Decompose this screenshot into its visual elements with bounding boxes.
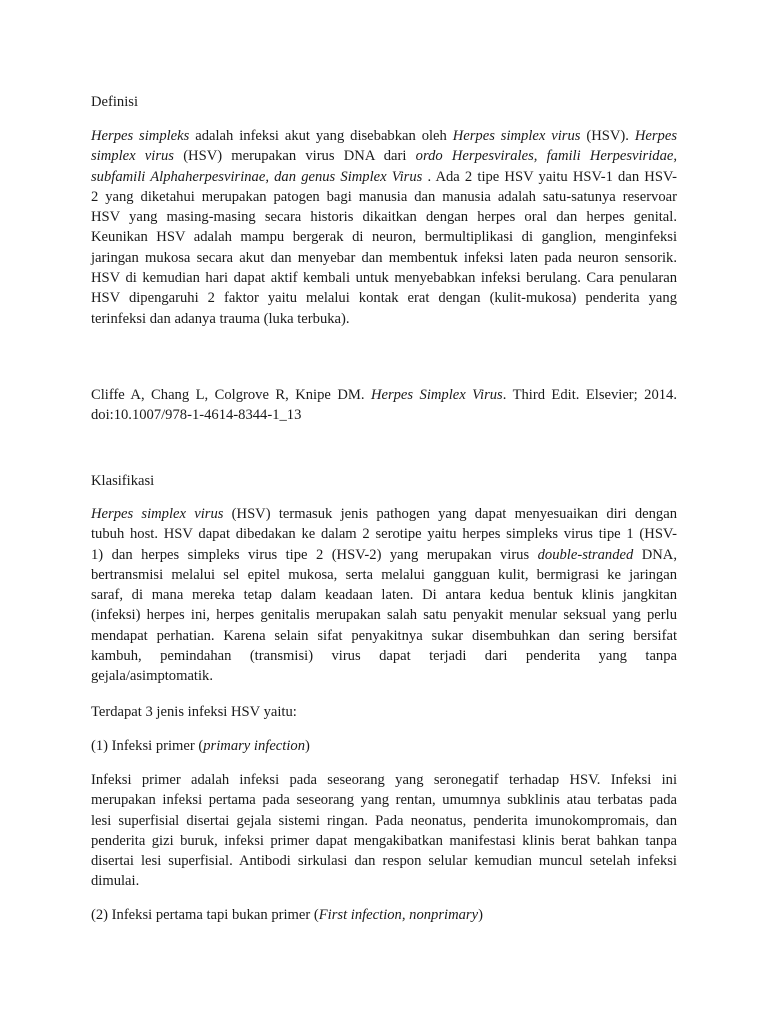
- text-line: kambuh, pemindahan (transmisi) virus dapat terjadi dari penderita yang tanpa: [91, 648, 677, 665]
- text-line: disertai lesi superfisial. Antibodi sirkulasi dan respon selular kemudian muncul setelah infeksi: [91, 853, 677, 870]
- text-line: subfamili Alphaherpesvirinae, dan genus Simplex Virus . Ada 2 tipe HSV yaitu HSV-1 dan HSV-: [91, 168, 677, 185]
- text-line: simplex virus (HSV) merupakan virus DNA dari ordo Herpesvirales, famili Herpesviridae,: [91, 148, 678, 165]
- text-line: Keunikan HSV adalah mampu bergerak di neuron, bermultiplikasi di ganglion, menginfeksi: [91, 229, 677, 246]
- text-line: saraf, di mana mereka tetap dalam keadaan laten. Di antara kedua bentuk klinis jangkitan: [91, 587, 677, 604]
- list-item-2-heading: (2) Infeksi pertama tapi bukan primer (First infection, nonprimary): [91, 907, 483, 923]
- paragraph-definisi: [91, 126, 677, 329]
- text-line: lesi superfisial disertai gejala sistemi ringan. Pada neonatus, penderita imunokompromais, dan: [91, 812, 677, 829]
- text-line: terinfeksi dan adanya trauma (luka terbuka).: [91, 310, 350, 327]
- text-line: merupakan infeksi pertama pada seseorang yang rentan, umumnya subklinis atau terbatas pada: [91, 792, 677, 809]
- text-line: tubuh host. HSV dapat dibedakan ke dalam 2 serotipe yaitu herpes simpleks virus tipe 1 (HSV-: [91, 526, 677, 543]
- text-line: bertransmisi melalui sel epitel mukosa, serta melalui gangguan kulit, bermigrasi ke jaringan: [91, 566, 677, 583]
- text-line: 1) dan herpes simpleks virus tipe 2 (HSV-2) yang merupakan virus double-stranded DNA,: [91, 546, 677, 563]
- text-line: (infeksi) herpes ini, herpes genitalis merupakan salah satu penyakit menular seksual yang perlu: [91, 607, 677, 624]
- text-line: jaringan mukosa secara akut dan menyebar dan membentuk infeksi laten pada neuron sensorik.: [91, 249, 677, 266]
- reference-citation: [91, 385, 677, 426]
- text-line: 2 yang diketahui merupakan patogen bagi manusia dan manusia adalah satu-satunya reservoar: [91, 188, 677, 205]
- reference-doi: doi:10.1007/978-1-4614-8344-1_13: [91, 407, 302, 424]
- paragraph-infeksi-primer: [91, 770, 677, 892]
- text-line: HSV dipengaruhi 2 faktor yaitu melalui kontak erat dengan (kulit-mukosa) penderita yang: [91, 290, 677, 307]
- italic-term: Herpes simpleks: [91, 128, 190, 144]
- text-line: Herpes simpleks adalah infeksi akut yang disebabkan oleh Herpes simplex virus (HSV). Herpes: [91, 128, 677, 144]
- text-line: mendapat perhatian. Karena selain sifat penyakitnya sukar disembuhkan dan sering bersifat: [91, 627, 677, 644]
- heading-klasifikasi: Klasifikasi: [91, 473, 155, 489]
- list-item-1-heading: (1) Infeksi primer (primary infection): [91, 738, 310, 754]
- text-line: HSV yang masing-masing secara historis dikaitkan dengan herpes oral dan herpes genital.: [91, 209, 677, 226]
- text-line: HSV di kemudian hari dapat aktif kembali untuk menyebabkan infeksi berulang. Cara penularan: [91, 270, 677, 287]
- text-line: Infeksi primer adalah infeksi pada seseorang yang seronegatif terhadap HSV. Infeksi ini: [91, 772, 677, 788]
- text-line: gejala/asimptomatik.: [91, 668, 213, 685]
- text-line: dimulai.: [91, 873, 140, 890]
- reference-line: Cliffe A, Chang L, Colgrove R, Knipe DM. Herpes Simplex Virus. Third Edit. Elsevier; 2014.: [91, 387, 678, 403]
- text-line: Herpes simplex virus (HSV) termasuk jenis pathogen yang dapat menyesuaikan diri dengan: [91, 506, 677, 522]
- text-line: penderita gizi buruk, infeksi primer dapat mengakibatkan manifestasi klinis berat bahkan tanpa: [91, 832, 677, 849]
- heading-definisi: Definisi: [91, 94, 139, 110]
- reference-title: Herpes Simplex Virus: [370, 387, 503, 403]
- list-intro: Terdapat 3 jenis infeksi HSV yaitu:: [91, 704, 297, 720]
- paragraph-klasifikasi: [91, 504, 677, 687]
